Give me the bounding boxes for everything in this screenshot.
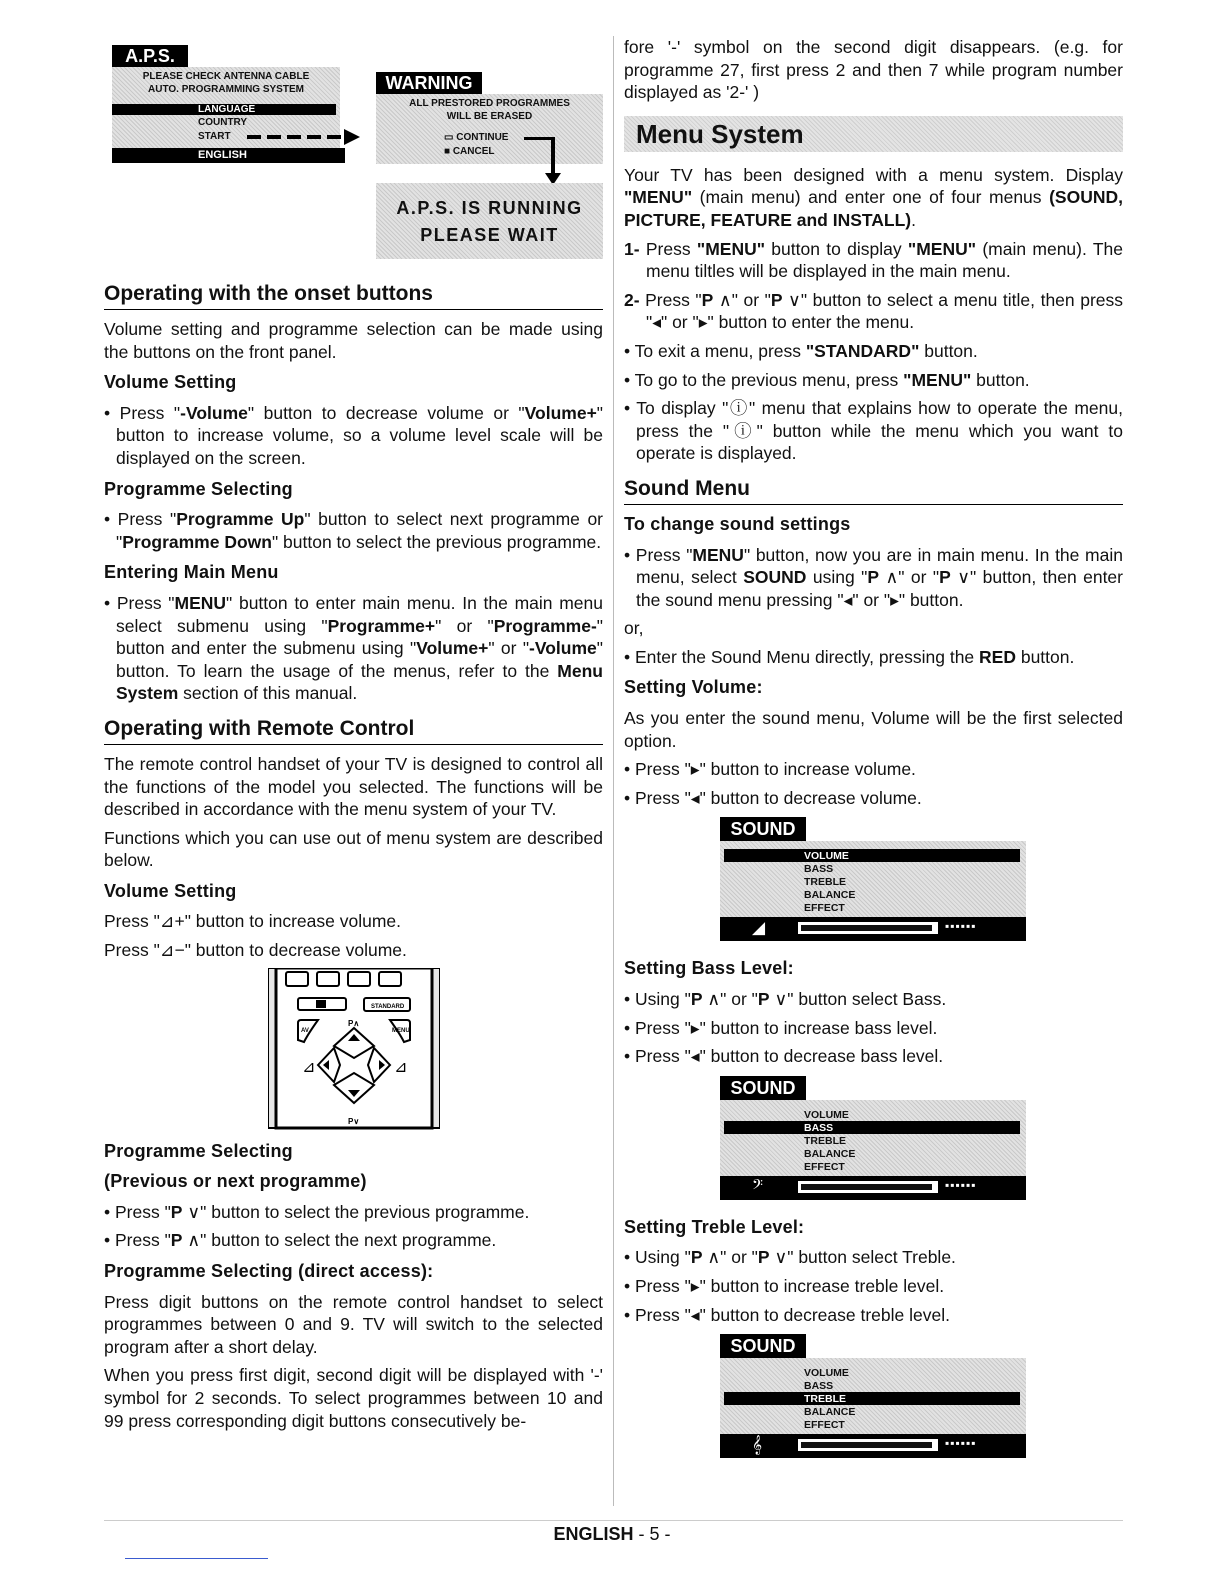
text-run: " button, now you are in main menu. In the main menu, select: [636, 544, 1123, 588]
level-slider[interactable]: [798, 1439, 938, 1451]
bullet-item: [624, 646, 1123, 669]
running-panel: [376, 183, 603, 259]
menu-item-treble[interactable]: TREBLE: [804, 1393, 846, 1406]
text-run: Programme Selecting (direct access):: [104, 1261, 434, 1282]
text-run: 2-: [624, 289, 640, 310]
text-run: (main menu) and enter one of four menus: [692, 187, 1050, 208]
level-slider[interactable]: [798, 1181, 938, 1193]
text-run: Press ": [639, 289, 702, 310]
bullet-item: [104, 402, 603, 470]
footer-divider: [104, 1520, 1123, 1521]
menu-button-label: MENU: [392, 1027, 410, 1034]
running-line: PLEASE WAIT: [420, 225, 559, 245]
paragraph: [104, 1364, 603, 1432]
text-run: The remote control handset of your TV is designed to control all the functions of the model you selected. The functions will be described in accordance with the menu system of your TV.: [104, 753, 603, 820]
svg-text:⊿: ⊿: [302, 1056, 316, 1076]
text-run: using ": [806, 567, 868, 588]
text-run: Volume setting and programme selection can be made using the buttons on the front panel.: [104, 319, 603, 362]
text-run: Menu System: [116, 660, 603, 704]
text-run: fore '-' symbol on the second digit disappears. (e.g. for programme 27, first press 2 and then 7 while program number displayed as '2-' ): [624, 37, 1123, 103]
text-run: -Volume: [529, 638, 597, 659]
page-number: - 5 -: [633, 1524, 671, 1544]
text-run: " button to enter main menu. In the main menu select submenu using ": [116, 592, 603, 636]
text-run: ∨" button select Bass.: [769, 989, 947, 1010]
text-run: Entering Main Menu: [104, 562, 279, 583]
sound-menu-volume: [720, 817, 1026, 943]
text-run: MENU: [692, 544, 744, 565]
menu-item-effect[interactable]: EFFECT: [804, 1160, 845, 1173]
text-run: • Press ": [104, 592, 175, 613]
text-run: " button to decrease volume or ": [247, 402, 525, 423]
aps-line: AUTO. PROGRAMMING SYSTEM: [148, 84, 304, 95]
text-run: • Press "◂" button to decrease treble level.: [624, 1304, 950, 1325]
remote-control-figure: [268, 968, 440, 1132]
continue-option[interactable]: ▭ CONTINUE: [444, 132, 509, 143]
text-run: • To go to the previous menu, press: [624, 369, 904, 390]
text-run: ∨" button, then enter the sound menu pressing "◂" or "▸" button.: [636, 567, 1123, 610]
text-run: • Press ": [104, 509, 177, 530]
text-run: When you press first digit, second digit will be displayed with '-' symbol for 2 seconds. To select programmes between 10 and 99 press corresponding digit buttons consecutively be-: [104, 1365, 603, 1431]
menu-item-volume[interactable]: VOLUME: [804, 1367, 849, 1380]
sound-menu-bass: [720, 1076, 1026, 1202]
text-run: "MENU": [907, 238, 977, 259]
paragraph: [624, 36, 1123, 104]
section-banner: [624, 116, 1123, 152]
aps-item-start: START: [198, 131, 231, 142]
bass-clef-icon: 𝄢: [752, 1176, 763, 1196]
paragraph: [624, 707, 1123, 752]
svg-text:⊿: ⊿: [394, 1056, 408, 1076]
text-run: " or ": [435, 615, 494, 636]
aps-line: PLEASE CHECK ANTENNA CABLE: [142, 71, 310, 82]
text-run: Setting Volume:: [624, 677, 763, 698]
text-run: section of this manual.: [178, 683, 358, 704]
running-line: A.P.S. IS RUNNING: [396, 198, 583, 218]
text-run: ∧" or ": [702, 989, 758, 1010]
text-run: Press: [639, 238, 697, 259]
text-run: • Using ": [624, 989, 691, 1010]
page-footer: [0, 1524, 1224, 1545]
footer-language: ENGLISH: [553, 1524, 634, 1544]
text-run: "MENU": [903, 369, 972, 390]
volume-icon: ◢: [752, 918, 766, 938]
subheading: [624, 1216, 1123, 1239]
level-slider[interactable]: [798, 922, 938, 934]
selected-row-highlight: [724, 849, 1020, 862]
paragraph: [104, 910, 603, 933]
level-bar-row: [720, 917, 1026, 941]
av-button-label: AV: [301, 1027, 309, 1034]
remote-control-drawing: [268, 968, 440, 1130]
aps-title: A.P.S.: [112, 45, 188, 67]
text-run: button.: [919, 340, 978, 361]
text-run: Operating with the onset buttons: [104, 282, 433, 305]
level-dots: ▪▪▪▪▪▪: [945, 919, 977, 934]
text-run: P: [757, 1247, 770, 1268]
text-run: • Press "▸" button to increase bass level.: [624, 1017, 938, 1038]
text-run: • Press ": [104, 402, 181, 423]
text-run: " button to select next programme or ": [116, 509, 604, 552]
text-run: Programme-: [493, 615, 597, 636]
text-run: button to display: [765, 238, 908, 259]
menu-item-volume[interactable]: VOLUME: [804, 1108, 849, 1121]
text-run: -Volume: [180, 402, 248, 423]
text-run: P: [757, 989, 770, 1010]
subheading: [104, 1170, 603, 1193]
bullet-item: [104, 592, 603, 705]
p-up-label: P∧: [348, 1018, 360, 1028]
text-run: Volume Setting: [104, 880, 237, 901]
aps-item-language: LANGUAGE: [198, 104, 256, 115]
text-run: " button and enter the submenu using ": [116, 615, 603, 659]
text-run: ∨" button select Treble.: [769, 1247, 956, 1268]
menu-item-volume[interactable]: VOLUME: [804, 850, 849, 863]
subheading: [104, 1140, 603, 1163]
menu-item-bass[interactable]: BASS: [804, 1380, 834, 1393]
level-fill: [801, 1442, 932, 1448]
text-run: P: [867, 567, 880, 588]
standard-button-label: STANDARD: [371, 1003, 405, 1010]
menu-item-effect[interactable]: EFFECT: [804, 1419, 845, 1432]
aps-item-country: COUNTRY: [198, 117, 248, 128]
text-run: • Press ": [624, 544, 693, 565]
bullet-item: [624, 369, 1123, 392]
text-run: Programme Down: [122, 531, 272, 552]
text-run: ∧" or ": [702, 1247, 758, 1268]
subheading: [624, 676, 1123, 699]
text-run: .: [911, 209, 916, 230]
selected-row-highlight: [724, 1121, 1020, 1134]
subheading: [624, 957, 1123, 980]
level-fill: [801, 925, 932, 931]
text-run: • To display "ⓘ" menu that explains how to operate the menu, press the "ⓘ" button while the menu which you want to operate is displayed.: [624, 398, 1123, 464]
paragraph: [104, 827, 603, 872]
text-run: P: [690, 1247, 703, 1268]
text-run: P: [701, 289, 714, 310]
menu-item-treble[interactable]: TREBLE: [804, 876, 846, 889]
level-dots: ▪▪▪▪▪▪: [945, 1436, 977, 1451]
text-run: Menu System: [636, 118, 804, 149]
menu-item-balance[interactable]: BALANCE: [804, 1147, 856, 1160]
p-down-label: P∨: [348, 1116, 360, 1126]
menu-item-effect[interactable]: EFFECT: [804, 902, 845, 915]
level-bar-row: [720, 1434, 1026, 1458]
text-run: P: [170, 1230, 183, 1251]
subheading: [104, 371, 603, 394]
text-run: ∧" button to select the next programme.: [182, 1230, 497, 1251]
subheading: [104, 1260, 603, 1283]
subheading: [104, 478, 603, 501]
text-run: P: [170, 1201, 183, 1222]
text-run: MENU: [174, 592, 227, 613]
section-heading: [104, 282, 603, 310]
bullet-item: [624, 340, 1123, 363]
text-run: ∨" button to select a menu title, then press "◂" or "▸" button to enter the menu.: [646, 289, 1123, 333]
text-run: Press "⊿+" button to increase volume.: [104, 911, 402, 932]
text-run: (SOUND, PICTURE, FEATURE and INSTALL): [624, 187, 1123, 230]
menu-item-balance[interactable]: BALANCE: [804, 1406, 856, 1419]
text-run: button.: [971, 369, 1030, 390]
text-run: SOUND: [743, 567, 807, 588]
bullet-item: [104, 1201, 603, 1224]
bullet-item: [624, 1017, 1123, 1040]
level-dots: ▪▪▪▪▪▪: [945, 1177, 977, 1192]
text-run: RED: [979, 646, 1016, 667]
text-run: Functions which you can use out of menu system are described below.: [104, 827, 603, 871]
column-divider: [613, 36, 614, 1506]
text-run: Press digit buttons on the remote control handset to select programmes between 0 and 9. TV will switch to the selected program after a short delay.: [104, 1291, 603, 1357]
text-run: Setting Bass Level:: [624, 958, 794, 979]
warning-line: ALL PRESTORED PROGRAMMES: [409, 98, 570, 109]
text-run: or,: [624, 618, 644, 639]
text-run: • To exit a menu, press: [624, 340, 806, 361]
bullet-item: [624, 1304, 1123, 1327]
text-run: • Enter the Sound Menu directly, pressing the: [624, 646, 980, 667]
subheading: [624, 513, 1123, 536]
subheading: [104, 561, 603, 584]
text-run: P: [770, 289, 783, 310]
text-run: (Previous or next programme): [104, 1171, 367, 1192]
numbered-item: [624, 238, 1123, 283]
cancel-label: CANCEL: [452, 146, 495, 157]
sound-menu-treble: [720, 1334, 1026, 1460]
bullet-item: [624, 1275, 1123, 1298]
paragraph: [104, 753, 603, 821]
text-run: "STANDARD": [805, 340, 920, 361]
text-run: Volume+: [416, 638, 489, 659]
text-run: • Press "▸" button to increase treble level.: [624, 1276, 945, 1296]
bullet-item: [624, 988, 1123, 1011]
flow-line: [524, 137, 554, 140]
text-run: Volume Setting: [104, 372, 237, 393]
text-run: As you enter the sound menu, Volume will be the first selected option.: [624, 708, 1123, 751]
text-run: Sound Menu: [624, 476, 750, 500]
section-heading: [104, 717, 603, 745]
text-run: To change sound settings: [624, 513, 851, 534]
dashed-arrow: [247, 135, 347, 139]
sound-menu-title: SOUND: [720, 1334, 806, 1358]
text-run: Programme+: [327, 615, 436, 636]
text-run: (main menu). The menu tiltles will be displayed in the main menu.: [646, 238, 1123, 282]
text-run: • Press "◂" button to decrease bass level.: [624, 1046, 944, 1067]
text-run: Programme Up: [176, 509, 305, 530]
warning-title: WARNING: [376, 72, 482, 94]
text-run: ∧" or ": [879, 567, 940, 588]
text-run: "MENU": [624, 187, 693, 208]
bullet-item: [624, 1246, 1123, 1269]
text-run: Operating with Remote Control: [104, 716, 415, 740]
numbered-item: [624, 289, 1123, 334]
text-run: Press "⊿−" button to decrease volume.: [104, 940, 407, 961]
sound-menu-title: SOUND: [720, 817, 806, 841]
text-run: " button to increase volume, so a volume level scale will be displayed on the screen.: [116, 402, 604, 468]
bullet-item: [624, 1045, 1123, 1068]
bullet-item: [624, 758, 1123, 781]
menu-item-treble[interactable]: TREBLE: [804, 1134, 846, 1147]
warning-line: WILL BE ERASED: [446, 111, 533, 122]
text-run: • Press ": [104, 1201, 171, 1222]
level-fill: [801, 1184, 932, 1190]
paragraph: [624, 617, 1123, 640]
text-run: ∧" or ": [713, 289, 771, 310]
paragraph: [624, 164, 1123, 232]
text-run: • Press "◂" button to decrease volume.: [624, 787, 922, 808]
menu-item-balance[interactable]: BALANCE: [804, 889, 856, 902]
bullet-item: [104, 1229, 603, 1252]
text-run: Programme Selecting: [104, 478, 293, 499]
text-run: " or ": [488, 638, 530, 659]
text-run: Programme Selecting: [104, 1140, 293, 1161]
bullet-item: [624, 787, 1123, 810]
text-run: • Press "▸" button to increase volume.: [624, 759, 916, 780]
paragraph: [104, 1291, 603, 1359]
left-column: [104, 40, 603, 1438]
flow-line: [551, 137, 555, 175]
sound-menu-title: SOUND: [720, 1076, 806, 1100]
text-run: P: [690, 989, 703, 1010]
text-run: Volume+: [524, 402, 597, 423]
text-run: " button to select the previous programme.: [271, 531, 602, 552]
text-run: P: [939, 567, 951, 588]
subheading: [104, 880, 603, 903]
bullet-item: [624, 397, 1123, 465]
text-run: Setting Treble Level:: [624, 1216, 805, 1237]
aps-figure: [104, 40, 603, 270]
cancel-option[interactable]: ■ CANCEL: [444, 146, 495, 157]
level-bar-row: [720, 1176, 1026, 1200]
right-column: [624, 36, 1123, 1474]
selected-row-highlight: [724, 1392, 1020, 1405]
text-run: "MENU": [696, 238, 766, 259]
link-underline: [125, 1558, 268, 1559]
text-run: button.: [1015, 646, 1075, 667]
section-heading: [624, 477, 1123, 505]
text-run: ∨" button to select the previous programme.: [182, 1201, 530, 1222]
treble-clef-icon: 𝄞: [752, 1435, 763, 1455]
text-run: • Press ": [104, 1230, 171, 1251]
bullet-item: [624, 544, 1123, 612]
text-run: " button. To learn the usage of the menus, refer to the: [116, 638, 603, 681]
text-run: Your TV has been designed with a menu system. Display: [624, 164, 1123, 185]
paragraph: [104, 318, 603, 363]
continue-label: CONTINUE: [456, 132, 509, 143]
menu-item-bass[interactable]: BASS: [804, 863, 834, 876]
text-run: 1-: [624, 238, 640, 259]
aps-footer: ENGLISH: [112, 148, 345, 163]
bullet-item: [104, 508, 603, 553]
menu-item-bass[interactable]: BASS: [804, 1121, 834, 1134]
arrow-right-icon: [344, 129, 360, 145]
text-run: • Using ": [624, 1247, 691, 1268]
paragraph: [104, 939, 603, 962]
